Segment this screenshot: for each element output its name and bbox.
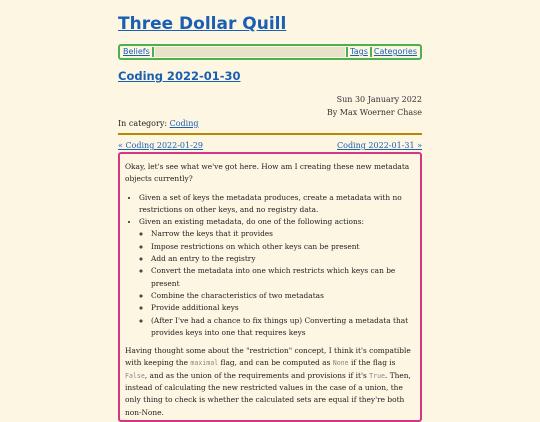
sub-list-item: ◦ Narrow the keys that it provides [151, 228, 415, 240]
paragraph-text: if the flag is [348, 358, 396, 368]
list-item [139, 216, 415, 339]
list-item: • Given a set of keys the metadata produces, create a metadata with no restrictions on other keys, and no registry data. [139, 192, 415, 217]
sub-list-item: ◦ (After I've had a chance to fix things up) Converting a metadata that provides keys into one that requires keys [151, 315, 415, 340]
next-post-link[interactable]: Coding 2022-01-31 » [337, 141, 422, 150]
intro-paragraph: Okay, let's see what we've got here. How am I creating these new metadata objects currently? [125, 162, 410, 184]
paragraph-text: Having thought some about the "restriction" concept, I think it's compatible with keeping the [125, 346, 411, 368]
sub-list-item: ◦ Impose restrictions on which other keys can be present [151, 241, 415, 253]
post-content [118, 152, 422, 422]
nav-spacer [155, 47, 345, 57]
paragraph-text: flag, and can be computed as [218, 358, 333, 368]
category-link[interactable]: Coding [169, 119, 199, 128]
sub-list-item: ◦ Provide additional keys [151, 302, 415, 314]
restriction-paragraph [125, 345, 415, 419]
nav-categories-link[interactable]: Categories [373, 47, 417, 56]
code-false: False [125, 371, 145, 380]
sub-action-list [139, 228, 415, 339]
site-title-link[interactable]: Three Dollar Quill [118, 14, 287, 34]
nav-tags-link[interactable]: Tags [350, 47, 368, 56]
prev-post-link[interactable]: « Coding 2022-01-29 [118, 141, 203, 150]
action-list [125, 192, 415, 340]
post-author: By Max Woerner Chase [326, 108, 422, 117]
nav-separator [152, 47, 154, 57]
category-label: In category: [118, 119, 170, 128]
nav-bar [118, 44, 422, 60]
post-date: Sun 30 January 2022 [336, 95, 422, 104]
paragraph-text: . Then, instead of calculating the new restricted values in the case of a union, the only thing to check is whether the calculated sets are equal if they're both non-None. [125, 370, 411, 417]
nav-beliefs-link[interactable]: Beliefs [123, 47, 150, 56]
post-category [118, 119, 198, 128]
paragraph-text: , and as the union of the requirements and provisions if it's [144, 370, 370, 380]
list-item-text: Given an existing metadata, do one of the following actions: [139, 217, 364, 227]
divider [118, 133, 422, 135]
sub-list-item: ◦ Combine the characteristics of two metadatas [151, 290, 415, 302]
sub-list-item: ◦ Add an entry to the registry [151, 253, 415, 265]
post-title-link[interactable]: Coding 2022-01-30 [118, 69, 241, 83]
code-none: None [332, 359, 349, 368]
code-maximal: maximal [190, 359, 219, 368]
code-true: True [369, 371, 386, 380]
sub-list-item: ◦ Convert the metadata into one which restricts which keys can be present [151, 265, 415, 290]
